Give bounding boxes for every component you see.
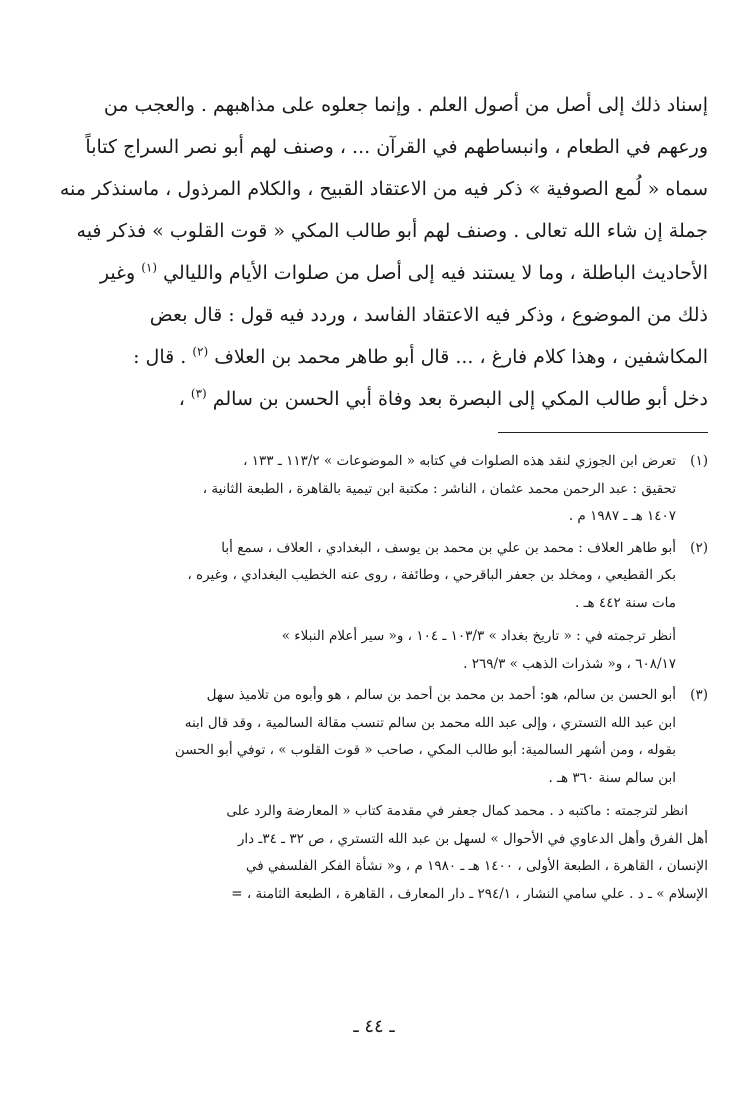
footnote-line: ابن عبد الله التستري ، وإلى عبد الله محمد بن سالم تنسب مقالة السالمية ، وقد قال ابنه — [184, 714, 676, 731]
main-line — [48, 378, 708, 420]
main-line — [48, 252, 708, 294]
footnote-line: تحقيق : عبد الرحمن محمد عثمان ، الناشر : مكتبة ابن تيمية بالقاهرة ، الطبعة الثانية ، — [202, 480, 676, 497]
main-line: إسناد ذلك إلى أصل من أصول العلم . وإنما جعلوه على مذاهبهم . والعجب من — [103, 94, 708, 116]
footnote-divider — [498, 432, 708, 433]
main-line-text: وغير — [99, 262, 136, 284]
footnote-3-reference — [48, 798, 708, 908]
reference-line: انظر لترجمته : ماكتبه د . محمد كمال جعفر في مقدمة كتاب « المعارضة والرد على — [226, 803, 688, 819]
footnote-2 — [48, 535, 708, 618]
footnote-1 — [48, 448, 708, 531]
main-line-text: ، — [178, 388, 185, 410]
footnote-line: مات سنة ٤٤٢ هـ . — [575, 594, 676, 611]
footnote-3 — [48, 682, 708, 792]
main-line-text: الأحاديث الباطلة ، وما لا يستند فيه إلى أصل من صلوات الأيام والليالي — [163, 262, 708, 284]
footnote-line: بكر القطيعي ، ومخلد بن جعفر الباقرحي ، وطائفة ، روى عنه الخطيب البغدادي ، وغيره ، — [187, 567, 676, 583]
footnote-marker-2: (٢) — [192, 344, 209, 359]
reference-line: الإسلام » ـ د . علي سامي النشار ، ٢٩٤/١ ـ دار المعارف ، القاهرة ، الطبعة الثامنة ، = — [231, 885, 708, 902]
footnote-2-reference — [48, 623, 676, 678]
footnote-line: تعرض ابن الجوزي لنقد هذه الصلوات في كتابه « الموضوعات » ١١٣/٢ ـ ١٣٣ ، — [243, 453, 676, 469]
main-line-text: دخل أبو طالب المكي إلى البصرة بعد وفاة أبي الحسن بن سالم — [212, 388, 708, 410]
reference-line: أهل الفرق وأهل الدعاوي في الأحوال » لسهل بن عبد الله التستري ، ص ٣٢ ـ ٣٤ـ دار — [237, 830, 708, 847]
footnote-line: أبو الحسن بن سالم، هو: أحمد بن محمد بن أحمد بن سالم ، هو وأبوه من تلاميذ سهل — [206, 687, 676, 703]
main-line: ذلك من الموضوع ، وذكر فيه الاعتقاد الفاسد ، وردد فيه قول : قال بعض — [149, 304, 708, 326]
main-line: ورعهم في الطعام ، وانبساطهم في القرآن ... ، وصنف لهم أبو نصر السراج كتاباً — [85, 136, 708, 158]
reference-line: ٦٠٨/١٧ ، و« شذرات الذهب » ٢٦٩/٣ . — [463, 655, 676, 672]
main-line: جملة إن شاء الله تعالى . وصنف لهم أبو طالب المكي « قوت القلوب » فذكر فيه — [76, 220, 708, 242]
footnotes — [48, 448, 708, 912]
main-line — [48, 336, 708, 378]
footnote-body — [48, 448, 676, 531]
main-line-text: المكاشفين ، وهذا كلام فارغ ، ... قال أبو طاهر محمد بن العلاف — [214, 346, 708, 368]
footnote-number: (٣) — [690, 687, 708, 703]
footnote-line: بقوله ، ومن أشهر السالمية: أبو طالب المكي ، صاحب « قوت القلوب » ، توفي أبو الحسن — [174, 742, 676, 758]
main-text — [48, 84, 708, 420]
footnote-marker-1: (١) — [141, 260, 158, 275]
reference-line: الإنسان ، القاهرة ، الطبعة الأولى ، ١٤٠٠ هـ ـ ١٩٨٠ م ، و« نشأة الفكر الفلسفي في — [246, 858, 708, 874]
main-line-text: . قال : — [133, 346, 187, 368]
footnote-line: أبو طاهر العلاف : محمد بن علي بن محمد بن يوسف ، البغدادي ، العلاف ، سمع أبا — [221, 539, 676, 556]
footnote-marker-3: (٣) — [190, 386, 207, 401]
page-number: ـ ٤٤ ـ — [353, 1016, 395, 1037]
footnote-body — [48, 682, 676, 792]
footnote-line: ١٤٠٧ هـ ـ ١٩٨٧ م . — [568, 508, 676, 524]
footnote-body — [48, 535, 676, 618]
footnote-line: ابن سالم سنة ٣٦٠ هـ . — [548, 769, 676, 786]
footnote-number: (١) — [690, 453, 708, 469]
main-line: سماه « لُمع الصوفية » ذكر فيه من الاعتقاد القبيح ، والكلام المرذول ، ماسنذكر منه — [59, 178, 708, 200]
footnote-number: (٢) — [690, 539, 708, 556]
reference-line: أنظر ترجمته في : « تاريخ بغداد » ١٠٣/٣ ـ ١٠٤ ، و« سير أعلام النبلاء » — [281, 628, 676, 644]
